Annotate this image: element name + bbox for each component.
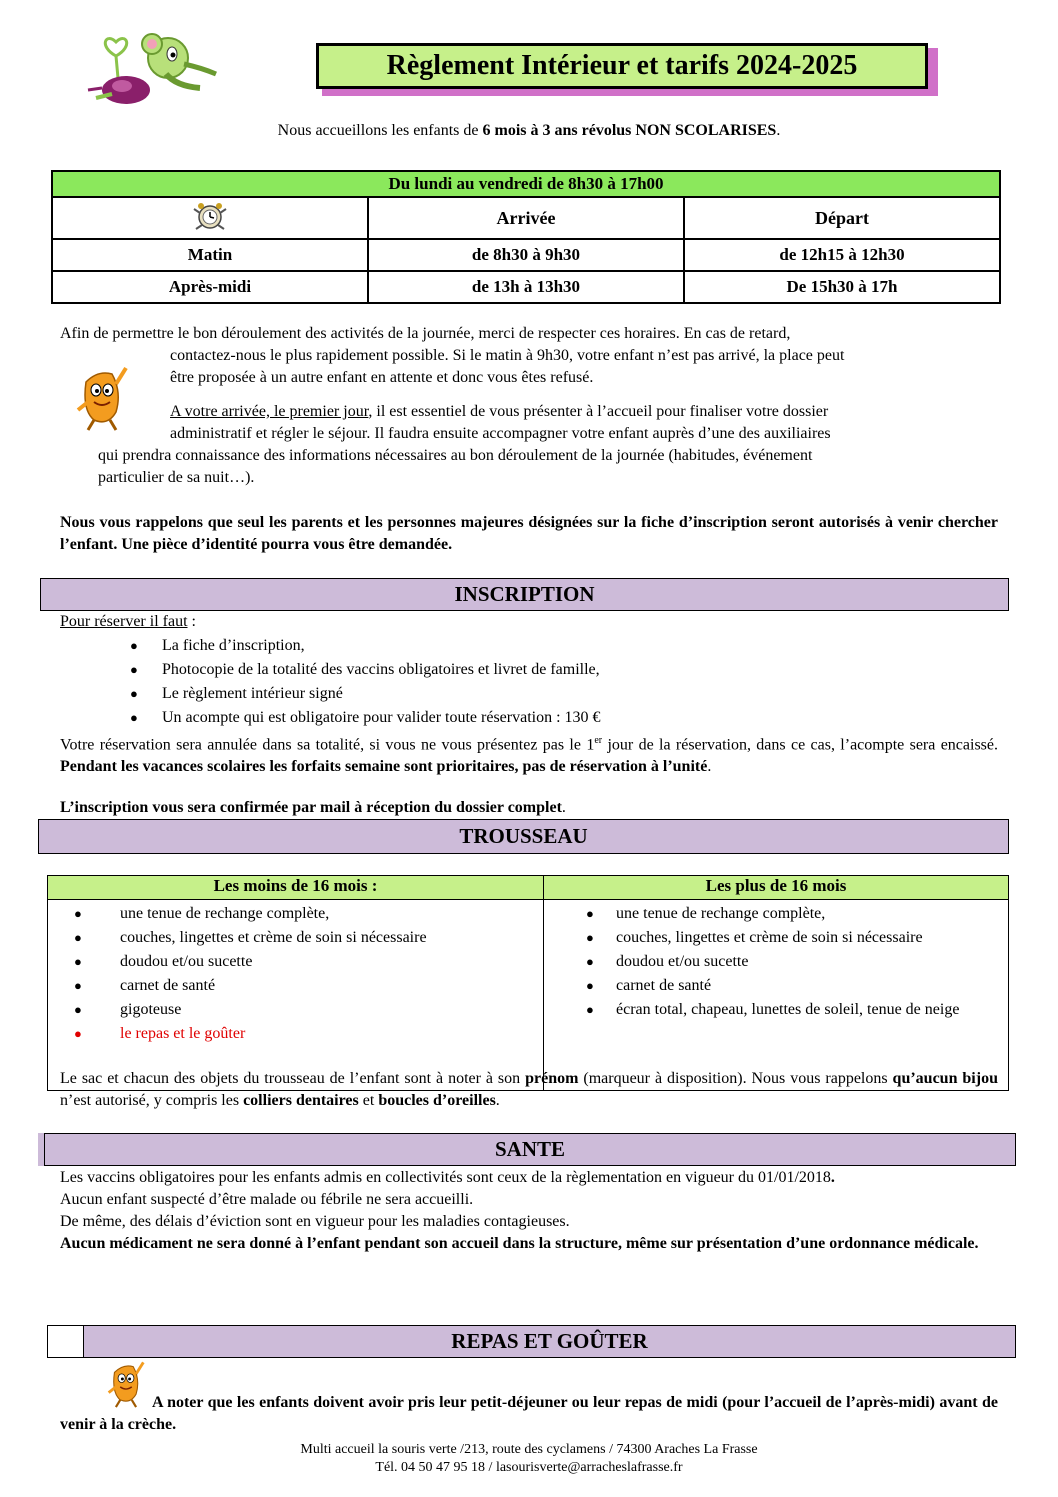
list-item-meal: ● le repas et le goûter: [74, 1025, 246, 1042]
mouse-logo-icon: [76, 28, 228, 108]
inscription-lead-colon: :: [187, 613, 196, 630]
list-item-text: couches, lingettes et crème de soin si nécessaire: [616, 929, 923, 946]
list-item: ● couches, lingettes et crème de soin si nécessaire: [74, 929, 427, 946]
confirm-text: L’inscription vous sera confirmée par mail à réception du dossier complet: [60, 799, 562, 816]
list-item: ● couches, lingettes et crème de soin si nécessaire: [586, 926, 998, 950]
list-item-text: carnet de santé: [120, 977, 216, 994]
note-text-2: (marqueur à disposition). Nous vous rappelons: [578, 1070, 893, 1087]
list-item: ● gigoteuse: [74, 1001, 182, 1018]
confirm-line: [60, 797, 566, 819]
list-item-text: doudou et/ou sucette: [616, 953, 749, 970]
trousseau-col2-title: Les plus de 16 mois: [544, 876, 1009, 900]
list-item-text: gigoteuse: [120, 1001, 182, 1018]
intro-age: 6 mois à 3 ans révolus NON SCOLARISES: [482, 122, 777, 139]
intro-end: .: [776, 122, 781, 139]
inscription-list: [130, 634, 990, 730]
trousseau-table: [47, 875, 1009, 1091]
footer-contact: Tél. 04 50 47 95 18 / lasourisverte@arracheslafrasse.fr: [375, 1460, 683, 1475]
inscription-lead-text: Pour réserver il faut: [60, 613, 188, 630]
list-item: ● Le règlement intérieur signé: [130, 685, 343, 702]
list-item-text: Le règlement intérieur signé: [162, 685, 343, 702]
list-item: ● une tenue de rechange complète,: [586, 902, 998, 926]
list-item: ● doudou et/ou sucette: [586, 950, 998, 974]
afternoon-departure: De 15h30 à 17h: [684, 271, 1000, 303]
hours-paragraph: [60, 323, 1000, 489]
note-no-jewel: qu’aucun bijou: [892, 1070, 998, 1087]
note-earrings: boucles d’oreilles: [378, 1092, 496, 1109]
footer-address: Multi accueil la souris verte /213, route des cyclamens / 74300 Araches La Frasse: [300, 1442, 758, 1457]
list-item-text: une tenue de rechange complète,: [616, 905, 826, 922]
section-repas-frame: [47, 1325, 83, 1358]
arrival-first-day: A votre arrivée, le premier jour: [170, 403, 369, 420]
list-item: ● une tenue de rechange complète,: [74, 905, 330, 922]
intro-text: Nous accueillons les enfants de: [277, 122, 483, 139]
list-item-text: une tenue de rechange complète,: [120, 905, 330, 922]
footer: [0, 1441, 1058, 1477]
list-item-text: le repas et le goûter: [120, 1025, 246, 1042]
row-label-morning: Matin: [52, 239, 368, 271]
list-item: ● La fiche d’inscription,: [130, 637, 305, 654]
list-item: ● carnet de santé: [586, 974, 998, 998]
trousseau-col2: [544, 900, 1009, 1091]
list-item-text: Photocopie de la totalité des vaccins obligatoires et livret de famille,: [162, 661, 600, 678]
cancel-paragraph: [60, 730, 998, 778]
schedule-header: Du lundi au vendredi de 8h30 à 17h00: [52, 171, 1000, 197]
afternoon-arrival: de 13h à 13h30: [368, 271, 684, 303]
list-item: ● Un acompte qui est obligatoire pour valider toute réservation : 130 €: [130, 709, 601, 726]
sante-vaccines-end: .: [830, 1169, 835, 1186]
cancel-sup: er: [594, 735, 603, 746]
section-trousseau: TROUSSEAU: [38, 819, 1009, 854]
section-inscription: INSCRIPTION: [40, 578, 1009, 611]
morning-departure: de 12h15 à 12h30: [684, 239, 1000, 271]
hours-line-5: administratif et régler le séjour. Il faudra ensuite accompagner votre enfant auprès d’une des auxiliaires: [170, 425, 831, 442]
sante-paragraph: [60, 1167, 998, 1255]
confirm-end: .: [561, 799, 566, 816]
parents-notice: Nous vous rappelons que seul les parents et les personnes majeures désignées sur la fiche d’inscription seront autorisés à venir chercher l’enfant. Une pièce d’identité pourra vous être demandée.: [60, 514, 998, 553]
list-item: ● Photocopie de la totalité des vaccins obligatoires et livret de famille,: [130, 661, 600, 678]
sante-medication: Aucun médicament ne sera donné à l’enfant pendant son accueil dans la structure, même sur présentation d’une ordonnance médicale.: [60, 1235, 979, 1252]
hours-line-1: Afin de permettre le bon déroulement des activités de la journée, merci de respecter ces horaires. En cas de retard,: [60, 325, 791, 342]
vacation-priority: Pendant les vacances scolaires les forfaits semaine sont prioritaires, pas de réservation à l’unité: [60, 758, 708, 776]
clock-icon: [186, 199, 234, 238]
trousseau-col1-title: Les moins de 16 mois :: [48, 876, 544, 900]
intro-line: [0, 122, 1058, 140]
list-item: ● doudou et/ou sucette: [74, 953, 253, 970]
list-item-text: La fiche d’inscription,: [162, 637, 305, 654]
list-item: ● carnet de santé: [74, 977, 216, 994]
hours-line-6: qui prendra connaissance des informations nécessaires au bon déroulement de la journée (habitudes, événement: [98, 447, 813, 464]
mascot-icon: [72, 362, 132, 434]
hours-line-2: contactez-nous le plus rapidement possible. Si le matin à 9h30, votre enfant n’est pas arrivé, la place peut: [170, 347, 845, 364]
col-departure: Départ: [684, 197, 1000, 239]
list-item-text: couches, lingettes et crème de soin si nécessaire: [120, 929, 427, 946]
inscription-lead: [60, 611, 196, 633]
note-text: Le sac et chacun des objets du trousseau de l’enfant sont à noter à son: [60, 1070, 526, 1087]
trousseau-note: [60, 1068, 998, 1112]
col-arrival: Arrivée: [368, 197, 684, 239]
schedule-table: [51, 170, 1001, 304]
arrival-rest: , il est essentiel de vous présenter à l’accueil pour finaliser votre dossier: [368, 403, 829, 420]
list-item-text: Un acompte qui est obligatoire pour valider toute réservation : 130 €: [162, 709, 601, 726]
cancel-text-2: jour de la réservation, dans ce cas, l’acompte sera encaissé.: [602, 736, 999, 754]
section-sante: SANTE: [44, 1133, 1016, 1166]
cancel-text: Votre réservation sera annulée dans sa totalité, si vous ne vous présentez pas le 1: [60, 736, 595, 754]
trousseau-col1: [48, 900, 544, 1091]
schedule-icon-cell: [52, 197, 368, 239]
note-end: .: [495, 1092, 500, 1109]
list-item-text: carnet de santé: [616, 977, 712, 994]
list-item-text: écran total, chapeau, lunettes de soleil, tenue de neige: [616, 1001, 960, 1018]
row-label-afternoon: Après-midi: [52, 271, 368, 303]
page-title: Règlement Intérieur et tarifs 2024-2025: [316, 43, 928, 89]
repas-text: A noter que les enfants doivent avoir pris leur petit-déjeuner ou leur repas de midi (pour l’accueil de l’après-midi) avant de venir à la crèche.: [60, 1394, 998, 1433]
note-firstname: prénom: [525, 1070, 579, 1087]
sante-eviction: De même, des délais d’éviction sont en vigueur pour les maladies contagieuses.: [60, 1213, 570, 1230]
list-item-text: doudou et/ou sucette: [120, 953, 253, 970]
sante-vaccines: Les vaccins obligatoires pour les enfants admis en collectivités sont ceux de la règlementation en vigueur du 01/01/2018: [60, 1169, 831, 1186]
list-item: ● écran total, chapeau, lunettes de soleil, tenue de neige: [586, 998, 998, 1022]
hours-line-7: particulier de sa nuit…).: [98, 469, 255, 486]
hours-line-3: être proposée à un autre enfant en attente et donc vous êtes refusé.: [170, 369, 594, 386]
note-and: et: [358, 1092, 379, 1109]
sante-sick: Aucun enfant suspecté d’être malade ou fébrile ne sera accueilli.: [60, 1191, 474, 1208]
morning-arrival: de 8h30 à 9h30: [368, 239, 684, 271]
cancel-end: .: [707, 758, 712, 776]
note-dental-necklace: colliers dentaires: [243, 1092, 359, 1109]
note-text-3: n’est autorisé, y compris les: [60, 1092, 244, 1109]
section-repas: REPAS ET GOÛTER: [83, 1325, 1016, 1358]
